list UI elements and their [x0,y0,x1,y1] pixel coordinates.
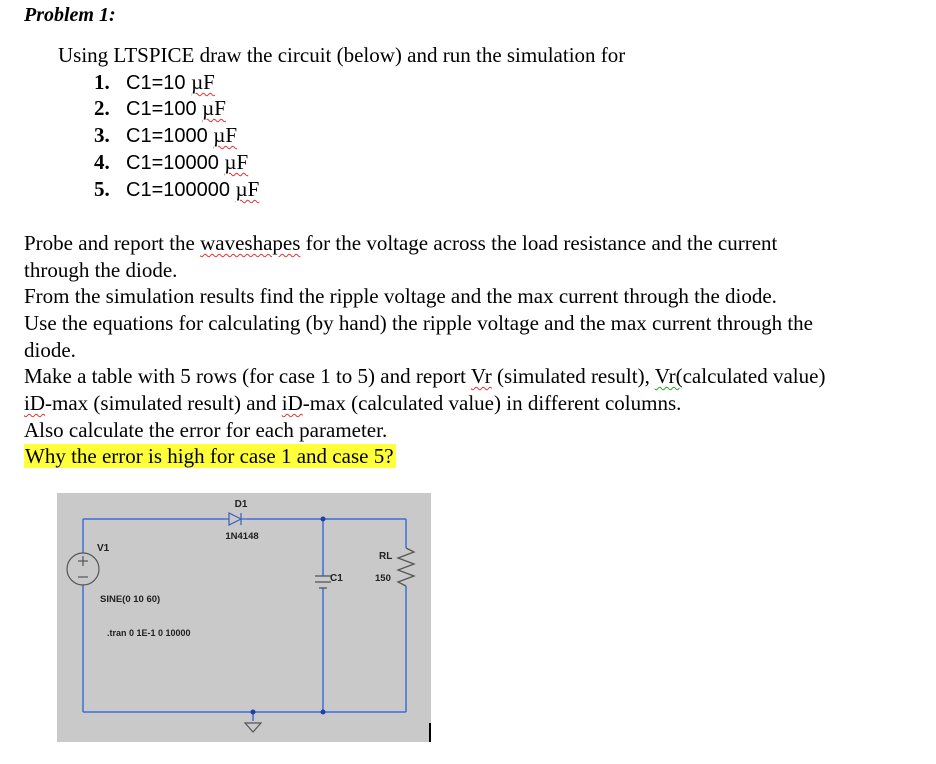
problem-title: Problem 1: [24,4,116,26]
cap-name: C1 [330,573,343,584]
case-item-5 [94,177,259,202]
case-value: C1=100 [126,98,203,120]
use-eq-line-2: diode. [24,338,76,362]
from-sim-text: From the simulation results find the ripple voltage and the max current through the diode. [24,284,777,308]
case-number: 3. [94,123,110,147]
case-number: 2. [94,96,110,120]
table-line-2 [24,391,681,416]
capacitor-icon [315,576,331,588]
why-highlight: Why the error is high for case 1 and case 5? [25,444,394,468]
probe-line-1 [24,231,777,256]
ground-icon [245,723,261,732]
case-number: 5. [94,177,110,201]
case-number: 1. [94,70,110,94]
case-unit: µF [235,177,260,201]
case-value: C1=100000 [126,179,236,201]
wires [83,519,406,721]
table-vr2: Vr( [654,364,683,388]
table-d: -max (simulated result) and [45,391,282,415]
case-value: C1=10000 [126,152,225,174]
diode-icon [225,513,247,525]
case-value: C1=10 [126,72,192,94]
source-name: V1 [97,543,110,554]
case-item-2 [94,96,226,121]
probe-waveshapes: waveshapes [200,231,301,255]
why-text [24,444,396,469]
circuit-svg [57,493,431,742]
case-item-4 [94,150,248,175]
case-number: 4. [94,150,110,174]
case-unit: µF [191,70,215,94]
table-a: Make a table with 5 rows (for case 1 to 5) and report [24,364,471,388]
voltage-source-icon [67,553,99,585]
case-value: C1=1000 [126,125,214,147]
use-eq-line-1: Use the equations for calculating (by hand) the ripple voltage and the max current through the [24,311,813,335]
table-id2: iD [281,391,303,415]
res-name: RL [379,551,393,562]
sim-directive: .tran 0 1E-1 0 10000 [107,628,191,638]
probe-pre: Probe and report the [24,231,201,255]
text-cursor [429,723,431,742]
junction-dot-bottom [321,710,326,715]
circuit-schematic [57,493,431,742]
table-e: -max (calculated value) in different columns. [302,391,682,415]
diode-model: 1N4148 [225,531,259,542]
case-item-1 [94,70,215,95]
res-value: 150 [375,573,391,584]
case-unit: µF [213,123,238,147]
case-unit: µF [202,96,226,120]
junction-dot-top [321,517,326,522]
resistor-icon [398,548,414,586]
diode-name: D1 [234,499,248,510]
case-unit: µF [224,150,249,174]
table-c: calculated value) [682,364,826,388]
junction-dot-ground [251,710,256,715]
also-text: Also calculate the error for each parameter. [24,418,388,442]
table-vr1: Vr [470,364,492,388]
intro-text: Using LTSPICE draw the circuit (below) and run the simulation for [58,43,626,67]
table-line-1 [24,364,825,389]
probe-line-2: through the diode. [24,258,178,282]
table-id1: iD [24,391,45,415]
table-b: (simulated result), [491,364,655,388]
case-item-3 [94,123,237,148]
probe-post: for the voltage across the load resistance and the current [300,231,778,255]
source-value: SINE(0 10 60) [100,594,161,605]
